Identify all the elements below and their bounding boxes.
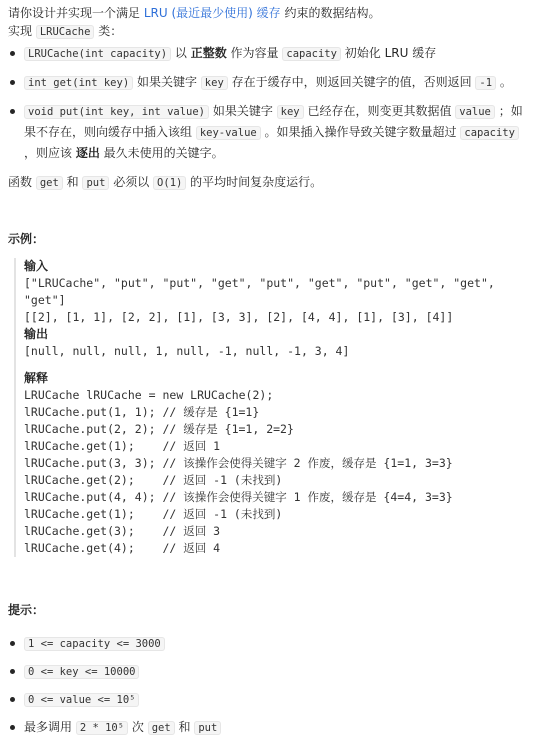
bullet-icon	[10, 725, 15, 730]
hint-list	[8, 633, 529, 738]
hints-heading: 提示：	[8, 603, 45, 617]
example-block	[14, 258, 529, 557]
input-label: 输入	[24, 259, 49, 273]
explain-line: lRUCache.get(4); // 返回 4	[24, 541, 221, 555]
complexity-line: 函数 get 和 put 必须以 O(1) 的平均时间复杂度运行。	[8, 175, 323, 189]
explain-line: lRUCache.get(1); // 返回 -1 (未找到)	[24, 507, 283, 521]
hint-item: 1 <= capacity <= 3000	[8, 633, 529, 654]
bullet-icon	[10, 51, 15, 56]
explain-line: lRUCache.put(3, 3); // 该操作会使得关键字 2 作废，缓存是 {1=1, 3=3}	[24, 456, 453, 470]
bullet-icon	[10, 669, 15, 674]
explain-line: lRUCache.get(3); // 返回 3	[24, 524, 221, 538]
impl-line: 实现 LRUCache 类：	[8, 24, 123, 38]
method-item: void put(int key, int value) 如果关键字 key 已经存在，则变更其数据值 value ；如果不存在，则向缓存中插入该组 key-value 。如果插入操作导致关键字数量超过 capacity ，则应该 逐出 最久未使用的关键字。	[8, 101, 529, 163]
intro-line: 请你设计并实现一个满足 LRU (最近最少使用) 缓存 约束的数据结构。	[8, 6, 381, 20]
explain-line: lRUCache.put(2, 2); // 缓存是 {1=1, 2=2}	[24, 422, 294, 436]
class-name-code: LRUCache	[36, 25, 95, 39]
bullet-icon	[10, 641, 15, 646]
input-line: [[2], [1, 1], [2, 2], [1], [3, 3], [2], [4, 4], [1], [3], [4]]	[24, 310, 454, 324]
explain-line: lRUCache.get(1); // 返回 1	[24, 439, 221, 453]
explain-line: LRUCache lRUCache = new LRUCache(2);	[24, 388, 274, 402]
bullet-icon	[10, 109, 15, 114]
method-item: LRUCache(int capacity) 以 正整数 作为容量 capacity 初始化 LRU 缓存	[8, 43, 529, 64]
example-heading: 示例：	[8, 232, 45, 246]
output-label: 输出	[24, 327, 49, 341]
bullet-icon	[10, 697, 15, 702]
method-list	[8, 43, 529, 163]
explain-label: 解释	[24, 371, 49, 385]
hint-item: 0 <= key <= 10000	[8, 661, 529, 682]
hint-item: 最多调用 2 * 10⁵ 次 get 和 put	[8, 717, 529, 738]
explain-line: lRUCache.put(4, 4); // 该操作会使得关键字 1 作废，缓存是 {4=4, 3=3}	[24, 490, 453, 504]
explain-line: lRUCache.get(2); // 返回 -1 (未找到)	[24, 473, 283, 487]
output-line: [null, null, null, 1, null, -1, null, -1, 3, 4]	[24, 344, 350, 358]
spacer	[24, 360, 529, 370]
input-line: ["LRUCache", "put", "put", "get", "put", "get", "put", "get", "get",	[24, 276, 495, 290]
explain-line: lRUCache.put(1, 1); // 缓存是 {1=1}	[24, 405, 260, 419]
bullet-icon	[10, 80, 15, 85]
input-line: "get"]	[24, 293, 66, 307]
lru-cache-link[interactable]: LRU (最近最少使用) 缓存	[143, 6, 281, 20]
hint-item: 0 <= value <= 10⁵	[8, 689, 529, 710]
method-item: int get(int key) 如果关键字 key 存在于缓存中，则返回关键字的值，否则返回 -1 。	[8, 72, 529, 93]
